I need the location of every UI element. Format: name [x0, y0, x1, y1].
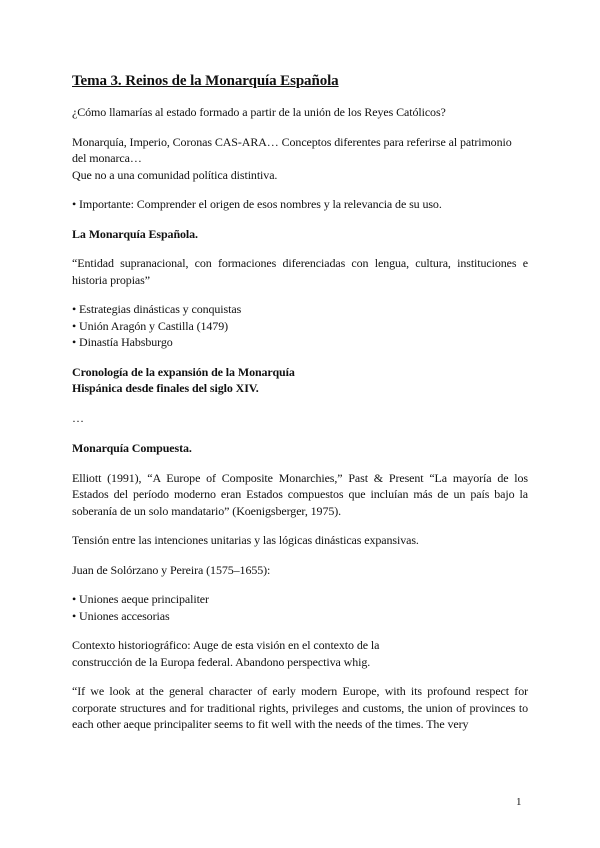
definition-quote: “Entidad supranacional, con formaciones diferenciadas con lengua, cultura, instituciones e historia propias”	[72, 256, 528, 287]
section-heading-monarquia: La Monarquía Española.	[72, 226, 198, 241]
page-content	[72, 70, 528, 746]
concepts-paragraph	[72, 134, 528, 184]
context-line-2: construcción de la Europa federal. Abandono perspectiva whig.	[72, 654, 371, 669]
list-item: • Estrategias dinásticas y conquistas	[72, 301, 528, 318]
english-quote: “If we look at the general character of early modern Europe, with its profound respect for corporate structures and for traditional rights, privileges and customs, the union of provinces to each other aeque principaliter seems to fit well with the needs of the times. The very	[72, 684, 528, 731]
context-line-1: Contexto historiográfico: Auge de esta visión en el contexto de la	[72, 638, 380, 652]
important-note: • Importante: Comprender el origen de esos nombres y la relevancia de su uso.	[72, 197, 442, 211]
concepts-line-1: Monarquía, Imperio, Coronas CAS-ARA… Conceptos diferentes para referirse al patrimonio del monarca…	[72, 134, 512, 165]
cronologia-heading-line-2: Hispánica desde finales del siglo XIV.	[72, 381, 259, 395]
page-title: Tema 3. Reinos de la Monarquía Española	[72, 73, 339, 89]
page-number: 1	[516, 796, 522, 808]
tension-paragraph: Tensión entre las intenciones unitarias y las lógicas dinásticas expansivas.	[72, 533, 419, 547]
monarquia-bullet-list	[72, 301, 528, 351]
concepts-line-2: Que no a una comunidad política distintiva.	[72, 167, 278, 182]
intro-question: ¿Cómo llamarías al estado formado a partir de la unión de los Reyes Católicos?	[72, 105, 446, 119]
ellipsis: …	[72, 410, 84, 425]
list-item: • Unión Aragón y Castilla (1479)	[72, 318, 528, 335]
cronologia-heading-line-1: Cronología de la expansión de la Monarquía	[72, 364, 295, 379]
list-item: • Dinastía Habsburgo	[72, 334, 528, 351]
list-item: • Uniones aeque principaliter	[72, 591, 528, 608]
solorzano-paragraph: Juan de Solórzano y Pereira (1575–1655):	[72, 562, 271, 577]
elliott-paragraph: Elliott (1991), “A Europe of Composite Monarchies,” Past & Present “La mayoría de los Estados del período moderno eran Estados compuestos que incluían más de un país bajo la soberanía de un solo mandatario” (Koenigsberger, 1975).	[72, 470, 528, 518]
uniones-bullet-list	[72, 591, 528, 624]
section-heading-compuesta: Monarquía Compuesta.	[72, 441, 192, 455]
list-item: • Uniones accesorias	[72, 608, 528, 625]
section-heading-cronologia	[72, 364, 528, 397]
context-paragraph	[72, 637, 528, 670]
